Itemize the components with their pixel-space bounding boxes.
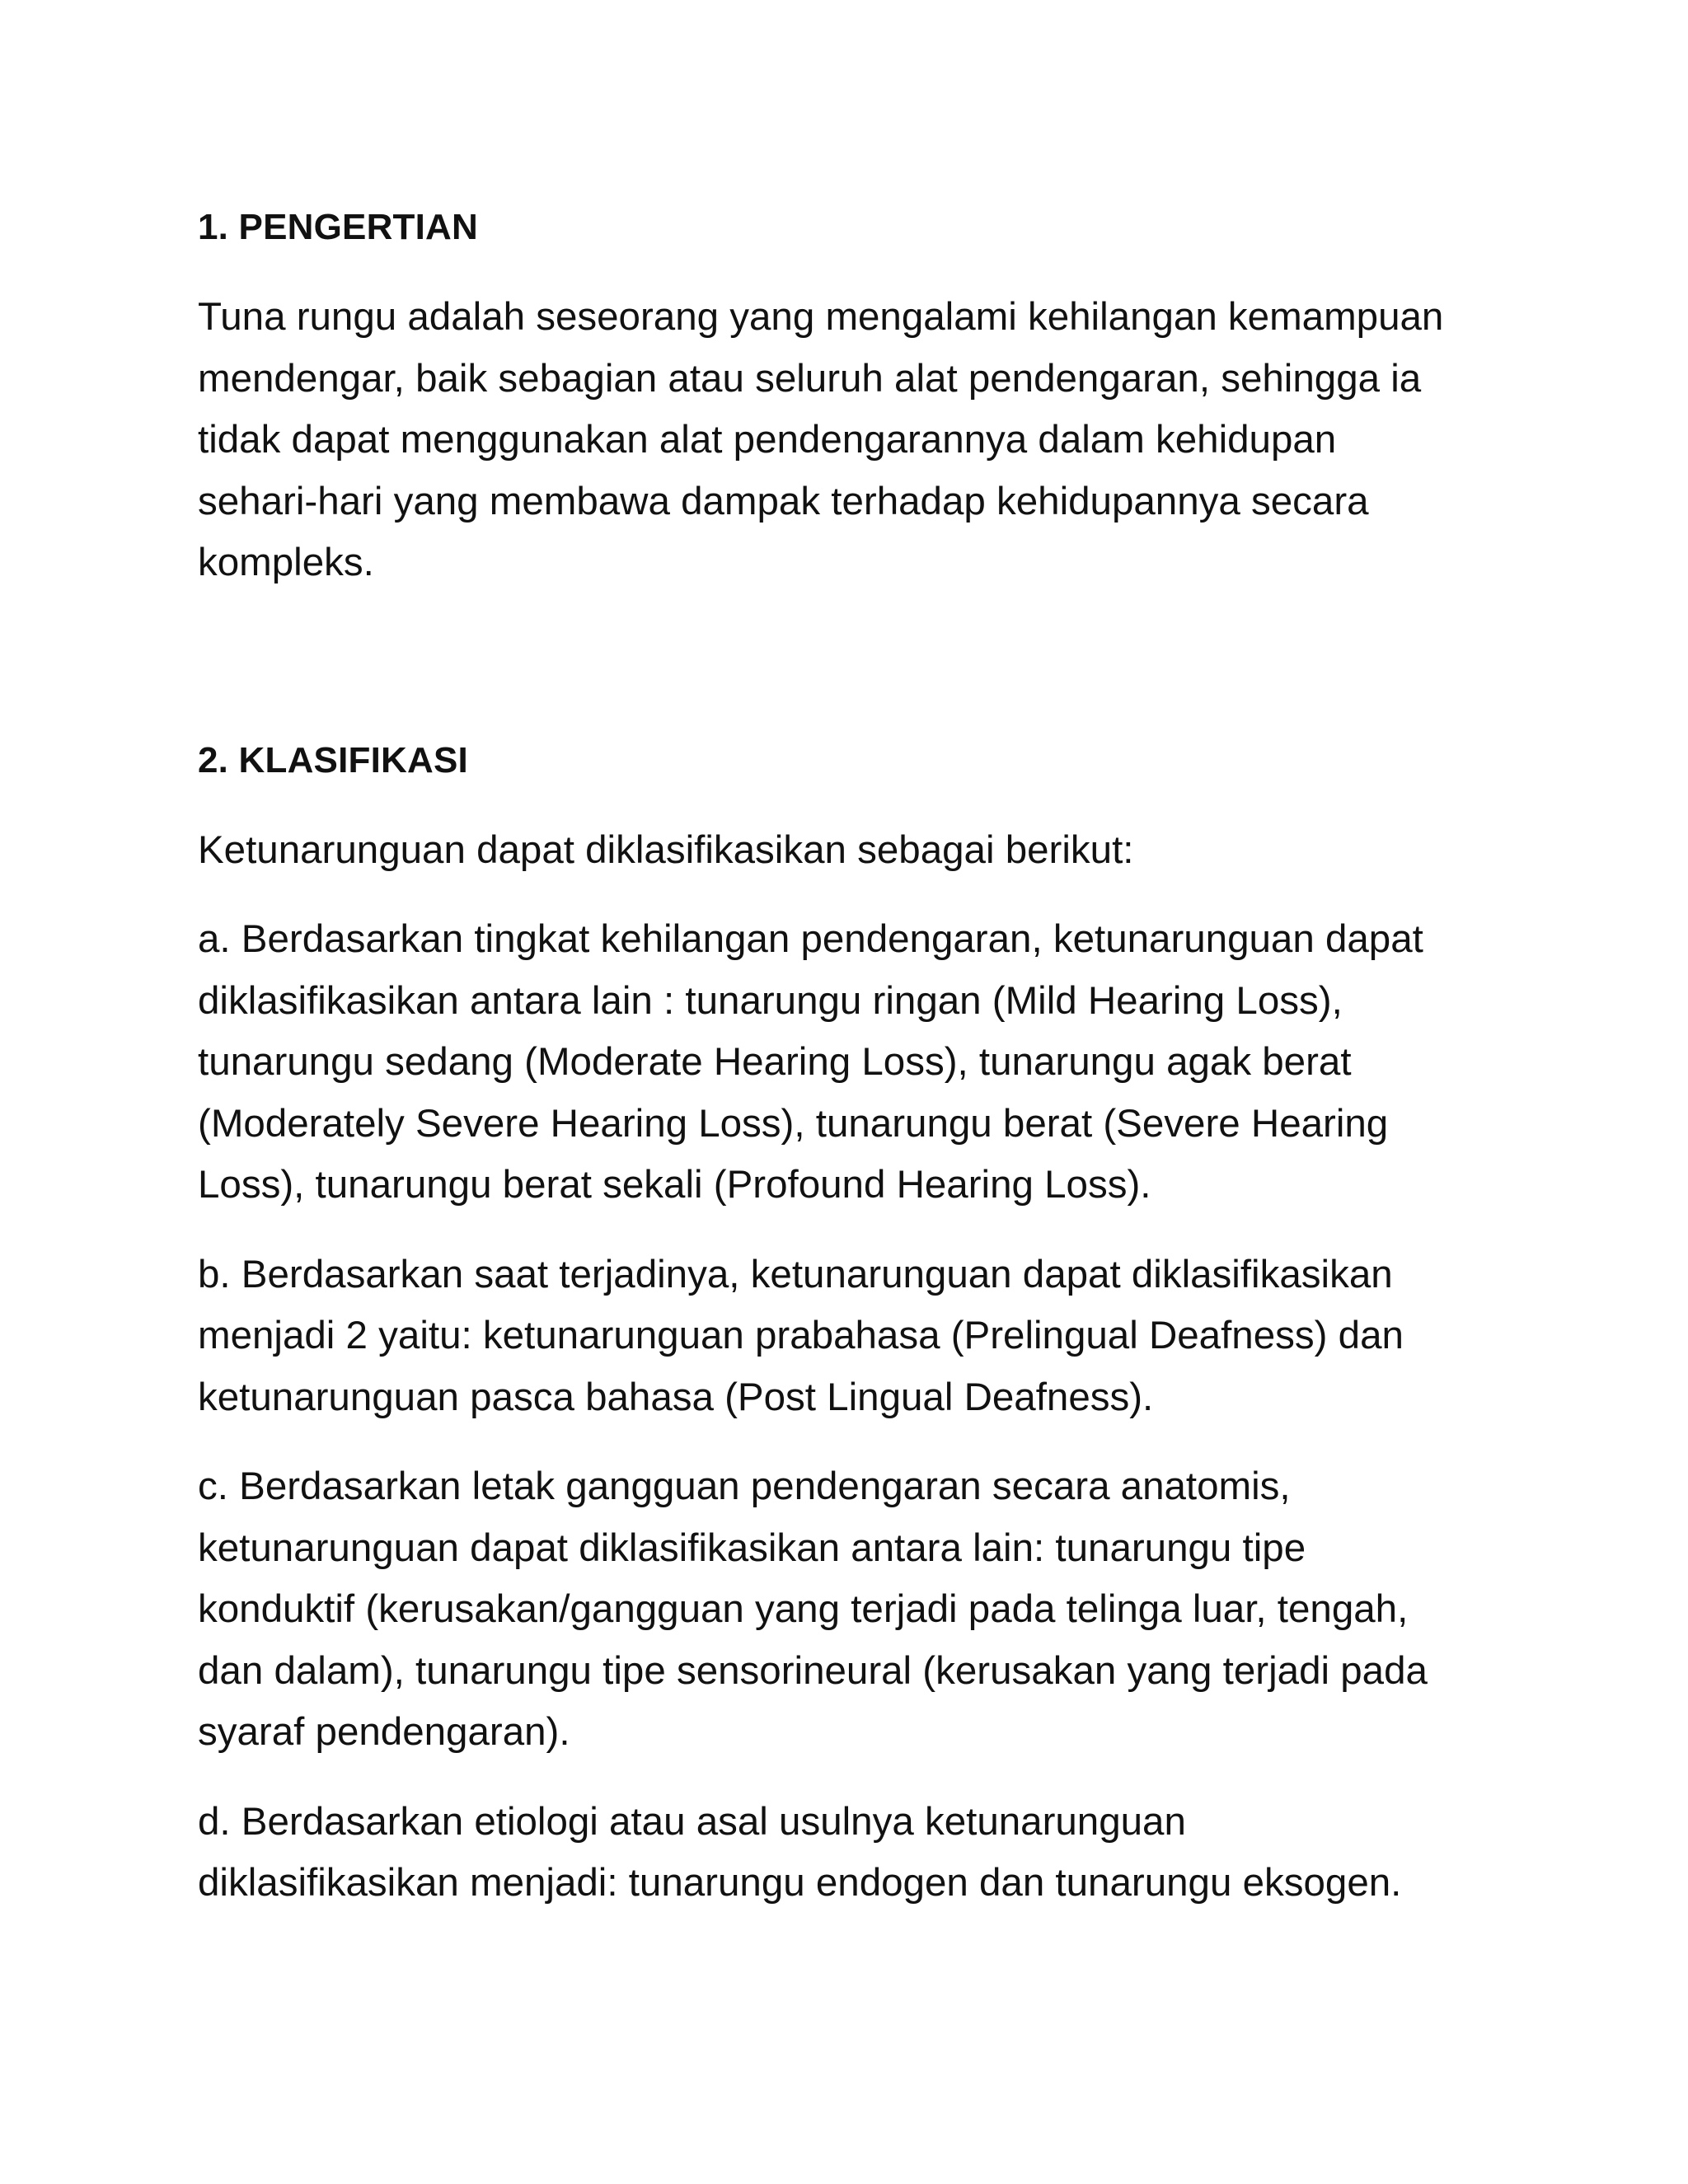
section-spacer <box>198 622 1533 738</box>
paragraph-pengertian: Tuna rungu adalah seseorang yang mengalami kehilangan kemampuan mendengar, baik sebagian atau seluruh alat pendengaran, sehingga ia tidak dapat menggunakan alat pendengarannya dalam kehidupan sehari-hari yang membawa dampak terhadap kehidupannya secara kompleks. <box>198 295 1444 584</box>
section-heading-pengertian: 1. PENGERTIAN <box>198 207 478 247</box>
list-item-klasifikasi-d: d. Berdasarkan etiologi atau asal usulnya ketunarunguan diklasifikasikan menjadi: tunarungu endogen dan tunarungu eksogen. <box>198 1799 1402 1905</box>
document-body <box>198 204 1533 1943</box>
list-item-klasifikasi-b: b. Berdasarkan saat terjadinya, ketunarunguan dapat diklasifikasikan menjadi 2 yaitu: ketunarunguan prabahasa (Prelingual Deafness) dan ketunarunguan pasca bahasa (Post Lingual Deafness). <box>198 1252 1404 1419</box>
paragraph-klasifikasi-intro: Ketunarunguan dapat diklasifikasikan sebagai berikut: <box>198 827 1134 872</box>
list-item-klasifikasi-a: a. Berdasarkan tingkat kehilangan pendengaran, ketunarunguan dapat diklasifikasikan antara lain : tunarungu ringan (Mild Hearing Loss), tunarungu sedang (Moderate Hearing Loss), tunarungu agak berat (Moderately Severe Hearing Loss), tunarungu berat (Severe Hearing Loss), tunarungu berat sekali (Profound Hearing Loss). <box>198 917 1423 1207</box>
list-item-klasifikasi-c: c. Berdasarkan letak gangguan pendengaran secara anatomis, ketunarunguan dapat diklasifikasikan antara lain: tunarungu tipe konduktif (kerusakan/gangguan yang terjadi pada telinga luar, tengah, dan dalam), tunarungu tipe sensorineural (kerusakan yang terjadi pada syaraf pendengaran). <box>198 1465 1428 1754</box>
section-heading-klasifikasi: 2. KLASIFIKASI <box>198 739 468 780</box>
